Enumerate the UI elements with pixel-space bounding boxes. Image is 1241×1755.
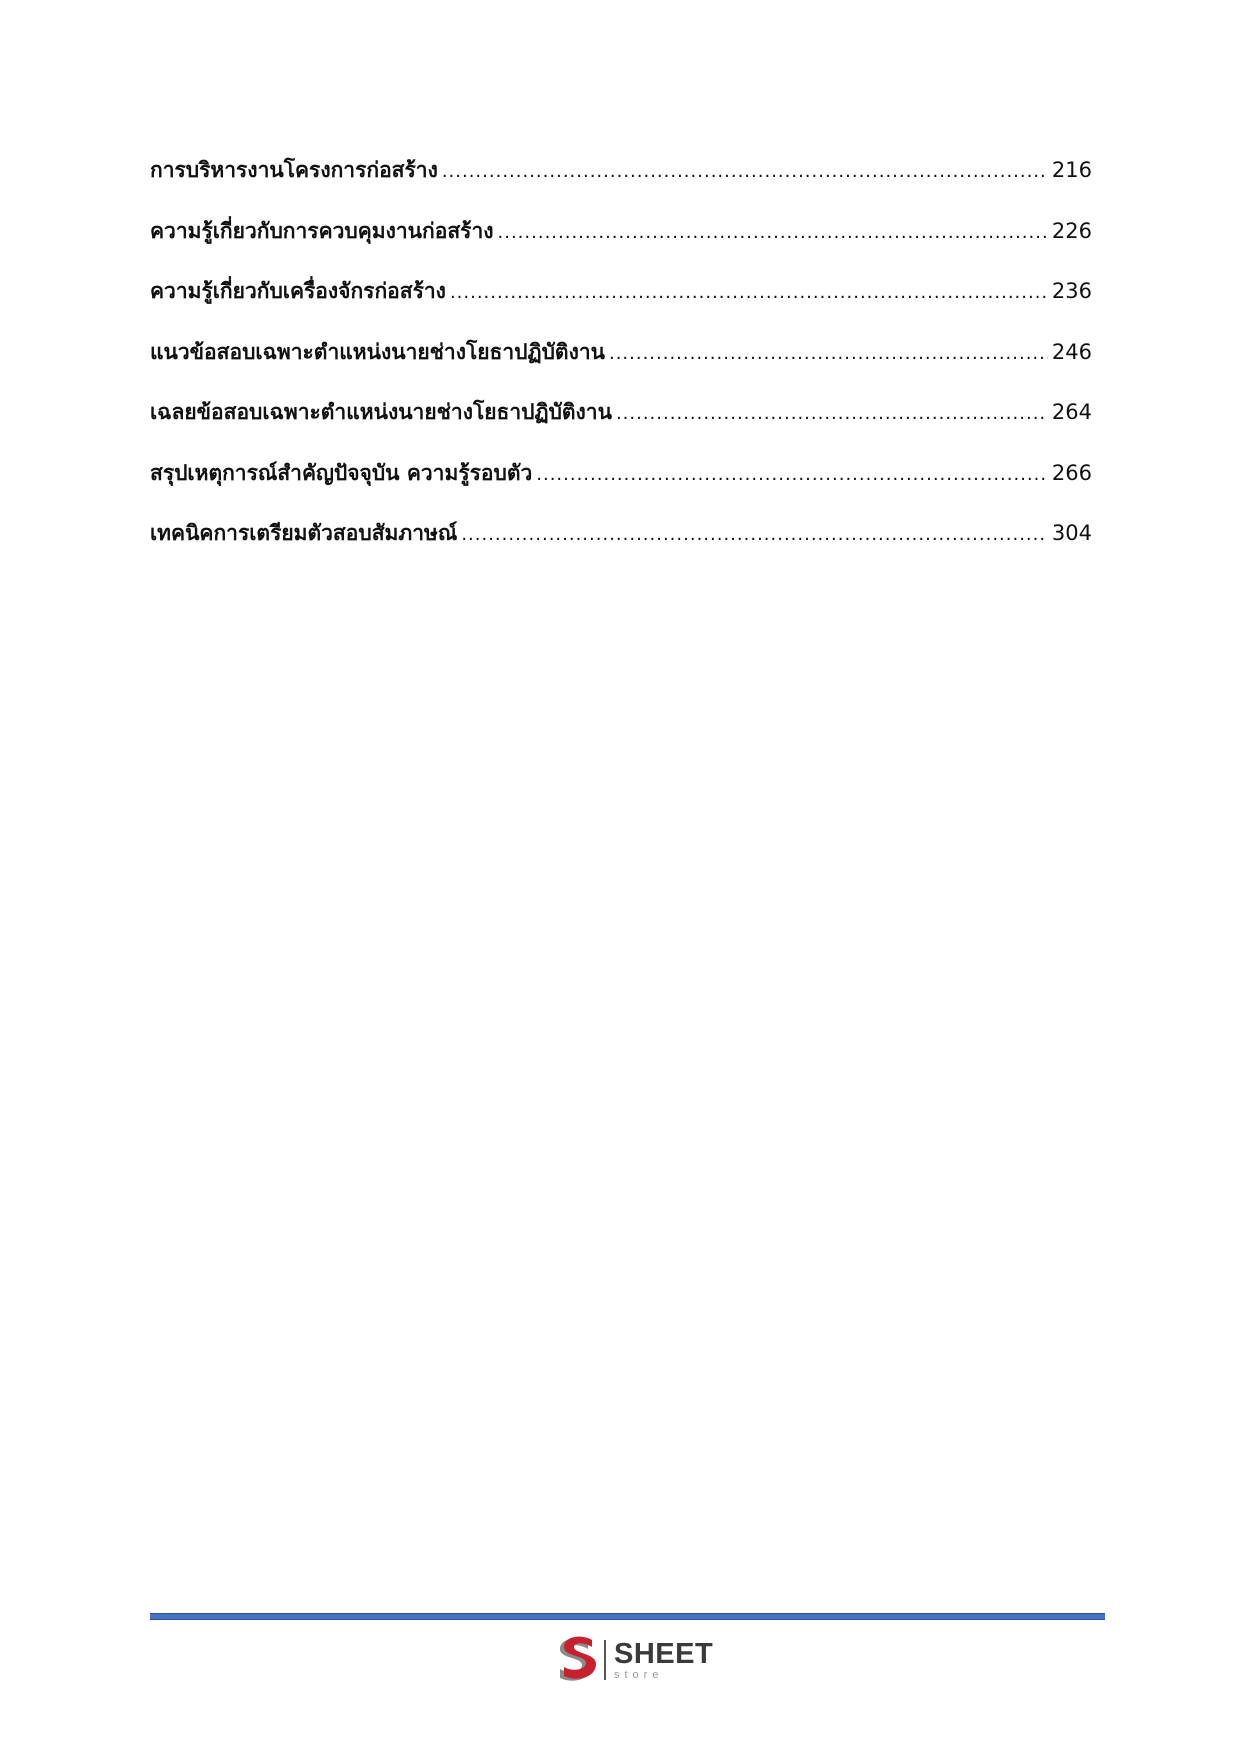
toc-dot-leader bbox=[609, 343, 1048, 364]
toc-dot-leader bbox=[461, 524, 1048, 545]
footer-divider bbox=[150, 1613, 1105, 1620]
toc-entry-title: ความรู้เกี่ยวกับเครื่องจักรก่อสร้าง bbox=[150, 279, 446, 303]
toc-dot-leader bbox=[450, 282, 1048, 303]
toc-entry-page: 226 bbox=[1051, 218, 1092, 243]
toc-entry-title: เฉลยข้อสอบเฉพาะตำแหน่งนายช่างโยธาปฏิบัติงาน bbox=[150, 400, 612, 424]
logo-text bbox=[614, 1637, 714, 1681]
toc-entry-page: 264 bbox=[1051, 400, 1092, 424]
toc-entry-page: 236 bbox=[1051, 279, 1092, 303]
toc-entry-page: 216 bbox=[1051, 158, 1092, 182]
toc-entry-page: 266 bbox=[1051, 460, 1092, 485]
logo-subtitle: store bbox=[614, 1668, 664, 1681]
toc-entry[interactable] bbox=[150, 275, 1092, 336]
logo-divider bbox=[604, 1640, 606, 1680]
sheet-store-logo bbox=[552, 1634, 713, 1686]
toc-dot-leader bbox=[536, 464, 1048, 485]
toc-dot-leader bbox=[616, 403, 1048, 424]
toc-entry[interactable] bbox=[150, 396, 1092, 457]
toc-dot-leader bbox=[498, 222, 1048, 243]
toc-entry[interactable] bbox=[150, 336, 1092, 397]
table-of-contents bbox=[150, 154, 1092, 578]
toc-entry-title: การบริหารงานโครงการก่อสร้าง bbox=[150, 158, 438, 182]
toc-entry[interactable] bbox=[150, 215, 1092, 276]
toc-entry[interactable] bbox=[150, 517, 1092, 578]
toc-entry-page: 304 bbox=[1051, 521, 1092, 545]
toc-dot-leader bbox=[442, 161, 1048, 182]
toc-entry-page: 246 bbox=[1051, 339, 1092, 364]
sheet-store-logo-icon bbox=[552, 1634, 598, 1686]
toc-entry-title: แนวข้อสอบเฉพาะตำแหน่งนายช่างโยธาปฏิบัติงาน bbox=[150, 339, 605, 364]
toc-entry-title: เทคนิคการเตรียมตัวสอบสัมภาษณ์ bbox=[150, 521, 458, 545]
toc-entry[interactable] bbox=[150, 457, 1092, 518]
toc-entry[interactable] bbox=[150, 154, 1092, 215]
toc-entry-title: สรุปเหตุการณ์สำคัญปัจจุบัน ความรู้รอบตัว bbox=[150, 460, 533, 485]
logo-word: SHEET bbox=[614, 1637, 714, 1670]
toc-entry-title: ความรู้เกี่ยวกับการควบคุมงานก่อสร้าง bbox=[150, 218, 494, 243]
